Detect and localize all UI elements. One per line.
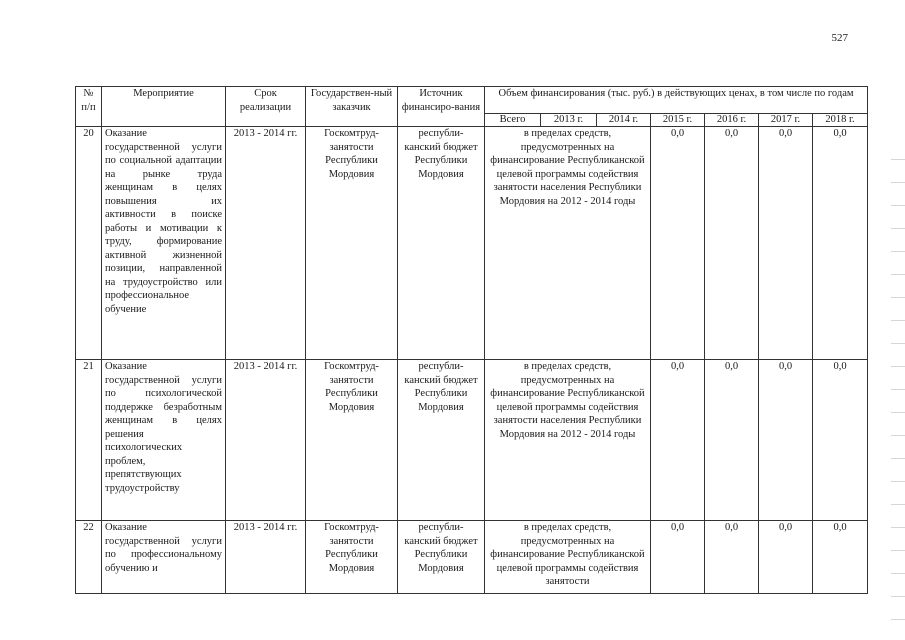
row-num: 21 xyxy=(76,360,102,521)
row-value-2016: 0,0 xyxy=(705,360,759,521)
row-total-note: в пределах средств, предусмотренных на финансирование Республиканской целевой программы содействия занятости населения Республики Мордовия на 2012 - 2014 годы xyxy=(485,127,651,360)
header-2015: 2015 г. xyxy=(651,114,705,127)
header-term: Срок реализации xyxy=(226,87,306,127)
header-2018: 2018 г. xyxy=(813,114,868,127)
header-2017: 2017 г. xyxy=(759,114,813,127)
header-2014: 2014 г. xyxy=(597,114,651,127)
page-number: 527 xyxy=(831,32,848,44)
row-total-note-text: в пределах средств, предусмотренных на финансирование Республиканской целевой программы содействия занятости xyxy=(490,522,645,587)
row-customer: Госкомтруд-занятости Республики Мордовия xyxy=(306,360,398,521)
row-event: Оказание государственной услуги по социальной адаптации на рынке труда женщинам в целях повышения их активности в поиске работы и мотивации к труду, формирование активной жизненной позиции, направленной на трудоустройство или профессиональное обучение xyxy=(102,127,226,360)
row-num: 22 xyxy=(76,521,102,594)
row-num: 20 xyxy=(76,127,102,360)
row-value-2015: 0,0 xyxy=(651,521,705,594)
row-value-2015: 0,0 xyxy=(651,127,705,360)
header-2013: 2013 г. xyxy=(541,114,597,127)
row-term: 2013 - 2014 гг. xyxy=(226,360,306,521)
header-funding: Объем финансирования (тыс. руб.) в действующих ценах, в том числе по годам xyxy=(485,87,868,114)
table-row xyxy=(76,127,868,360)
row-value-2018: 0,0 xyxy=(813,521,868,594)
header-customer: Государствен-ный заказчик xyxy=(306,87,398,127)
row-value-2017: 0,0 xyxy=(759,127,813,360)
row-value-2015: 0,0 xyxy=(651,360,705,521)
row-value-2016: 0,0 xyxy=(705,127,759,360)
header-event: Мероприятие xyxy=(102,87,226,127)
row-value-2017: 0,0 xyxy=(759,360,813,521)
row-total-note xyxy=(485,521,651,594)
row-customer: Госкомтруд-занятости Республики Мордовия xyxy=(306,127,398,360)
scan-edge-artifact xyxy=(891,150,905,620)
row-event: Оказание государственной услуги по психологической поддержке безработным женщинам в целях решения психологических проблем, препятствующих трудоустройству xyxy=(102,360,226,521)
row-value-2018: 0,0 xyxy=(813,360,868,521)
table-row xyxy=(76,521,868,594)
row-value-2017: 0,0 xyxy=(759,521,813,594)
row-source-text: республи-канский бюджет Республики Мордовия xyxy=(404,522,478,574)
table-row xyxy=(76,360,868,521)
row-event xyxy=(102,521,226,594)
row-value-2018: 0,0 xyxy=(813,127,868,360)
row-term: 2013 - 2014 гг. xyxy=(226,127,306,360)
row-source xyxy=(398,521,485,594)
header-total: Всего xyxy=(485,114,541,127)
header-num: № п/п xyxy=(76,87,102,127)
row-event-text: Оказание государственной услуги по профессиональному обучению и xyxy=(105,522,222,574)
row-value-2016: 0,0 xyxy=(705,521,759,594)
row-source: республи-канский бюджет Республики Мордовия xyxy=(398,360,485,521)
header-2016: 2016 г. xyxy=(705,114,759,127)
row-term: 2013 - 2014 гг. xyxy=(226,521,306,594)
row-customer: Госкомтруд-занятости Республики Мордовия xyxy=(306,521,398,594)
row-total-note: в пределах средств, предусмотренных на финансирование Республиканской целевой программы содействия занятости населения Республики Мордовия на 2012 - 2014 годы xyxy=(485,360,651,521)
funding-table xyxy=(75,86,868,594)
row-source: республи-канский бюджет Республики Мордовия xyxy=(398,127,485,360)
header-source: Источник финансиро-вания xyxy=(398,87,485,127)
